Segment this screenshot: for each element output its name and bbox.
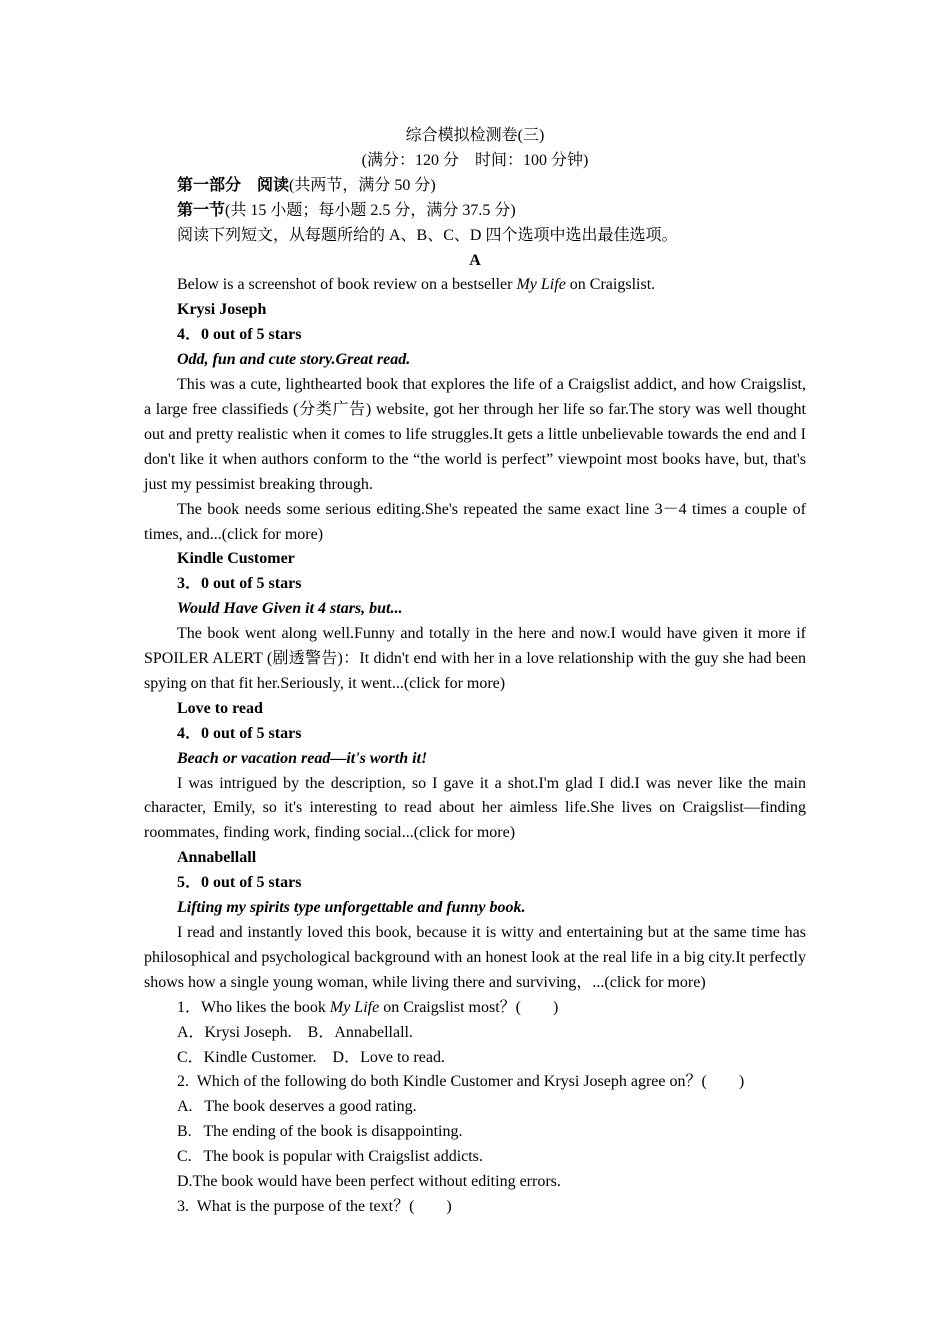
review-rating: 4．0 out of 5 stars bbox=[177, 724, 302, 742]
question-1-book-title: My Life bbox=[329, 998, 380, 1016]
section-heading bbox=[144, 199, 806, 224]
review-paragraph: I was intrigued by the description, so I gave it a shot.I'm glad I did.I was never like the main character, Emily, so it's interesting to read about her aimless life.She lives on Craigslist—finding roommates, finding work, finding social...(click for more) bbox=[144, 774, 806, 842]
review-paragraph: The book went along well.Funny and totally in the here and now.I would have given it more if SPOILER ALERT (剧透警告)：It didn't end with her in a love relationship with the guy she had been spying on that fit her.Seriously, it went...(click for more) bbox=[144, 625, 806, 692]
intro-after: on Craigslist. bbox=[565, 276, 656, 294]
question-option: B. The ending of the book is disappointing. bbox=[177, 1123, 463, 1141]
section-note: (共 15 小题；每小题 2.5 分，满分 37.5 分) bbox=[225, 201, 516, 219]
question-option: C．Kindle Customer. D．Love to read. bbox=[177, 1048, 445, 1066]
review-rating: 5．0 out of 5 stars bbox=[177, 874, 302, 892]
reviewer-name: Kindle Customer bbox=[177, 550, 295, 568]
instruction: 阅读下列短文，从每题所给的 A、B、C、D 四个选项中选出最佳选项。 bbox=[177, 226, 678, 244]
review-headline: Would Have Given it 4 stars, but... bbox=[177, 600, 403, 618]
question-option: C. The book is popular with Craigslist addicts. bbox=[177, 1148, 483, 1166]
intro-before: Below is a screenshot of book review on a bestseller bbox=[177, 276, 517, 294]
part-heading bbox=[144, 174, 806, 199]
exam-title: 综合模拟检测卷(三) bbox=[405, 127, 545, 144]
review-paragraph: I read and instantly loved this book, because it is witty and entertaining but at the same time has philosophical and psychological background with an honest look at the real life in a big city.It perfectly shows how a single young woman, while living there and surviving，...(click for more) bbox=[144, 924, 806, 991]
part-label: 第一部分 阅读 bbox=[177, 176, 290, 194]
intro-line bbox=[144, 273, 806, 298]
intro-book-title: My Life bbox=[516, 276, 566, 294]
review-headline: Beach or vacation read—it's worth it! bbox=[177, 749, 428, 767]
part-note: (共两节，满分 50 分) bbox=[289, 176, 436, 194]
section-label: 第一节 bbox=[177, 201, 226, 219]
question-2: 2. Which of the following do both Kindle Customer and Krysi Joseph agree on？( ) bbox=[177, 1073, 745, 1091]
question-option: A. The book deserves a good rating. bbox=[177, 1098, 417, 1116]
review-rating: 3．0 out of 5 stars bbox=[177, 575, 302, 593]
reviewer-name: Krysi Joseph bbox=[177, 301, 267, 319]
passage-label: A bbox=[469, 251, 481, 269]
question-3: 3. What is the purpose of the text？( ) bbox=[177, 1197, 452, 1215]
review-rating: 4．0 out of 5 stars bbox=[177, 326, 302, 344]
question-option: D.The book would have been perfect without editing errors. bbox=[177, 1173, 561, 1191]
reviewer-name: Love to read bbox=[177, 699, 263, 717]
review-paragraph: This was a cute, lighthearted book that explores the life of a Craigslist addict, and how Craigslist, a large free classifieds (分类广告) website, got her through her life so far.The story was well thought out and pretty realistic when it comes to life struggles.It gets a little unbelievable towards the end and I don't like it when authors conform to the “the world is perfect” viewpoint most books have, but, that's just my pessimist breaking through. bbox=[144, 376, 806, 493]
exam-subtitle: (满分：120 分 时间：100 分钟) bbox=[361, 151, 589, 169]
exam-page bbox=[144, 124, 806, 1220]
review-headline: Odd, fun and cute story.Great read. bbox=[177, 351, 411, 369]
reviewer-name: Annabellall bbox=[177, 849, 257, 867]
question-option: A．Krysi Joseph. B．Annabellall. bbox=[177, 1023, 413, 1041]
review-headline: Lifting my spirits type unforgettable and funny book. bbox=[177, 899, 526, 917]
question-1-before: 1．Who likes the book bbox=[177, 998, 330, 1016]
question-1-after: on Craigslist most？( ) bbox=[379, 998, 559, 1016]
question-1 bbox=[144, 996, 806, 1021]
review-paragraph: The book needs some serious editing.She's repeated the same exact line 3－4 times a couple of times, and...(click for more) bbox=[144, 500, 806, 543]
